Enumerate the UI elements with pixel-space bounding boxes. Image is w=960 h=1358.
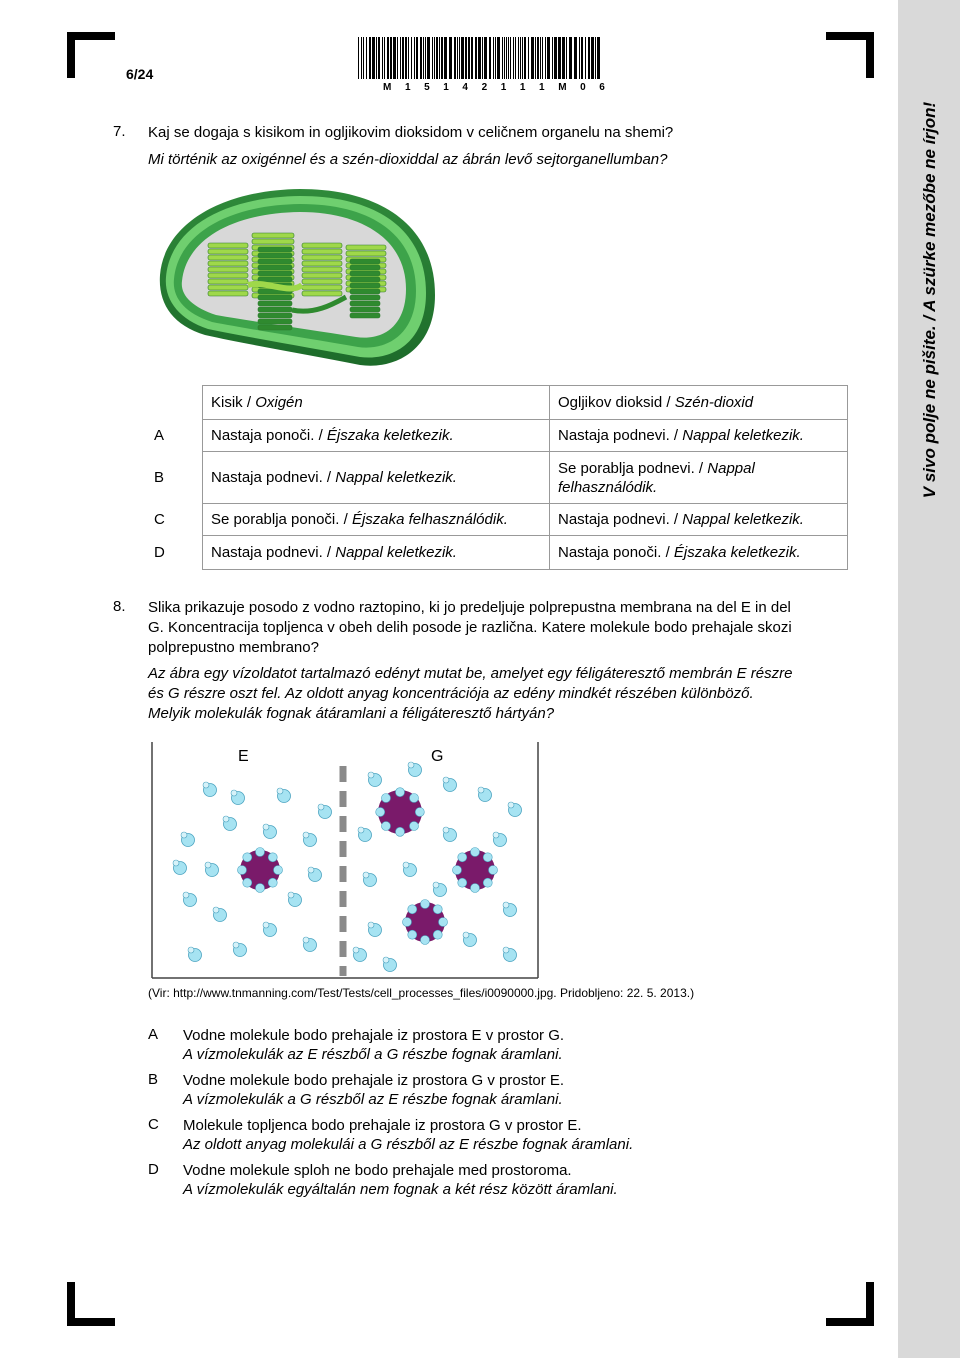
option-d-text-hu: A vízmolekulák egyáltalán nem fognak a két rész között áramlani. bbox=[183, 1181, 618, 1198]
figure-source: (Vir: http://www.tnmanning.com/Test/Tests/cell_processes_files/i0090000.jpg. Pridobljeno: 22. 5. 2013.) bbox=[148, 986, 695, 1000]
answer-row-c[interactable]: C Se porablja ponoči. / Éjszaka felhasználódik. Nastaja podnevi. / Nappal keletkezik. bbox=[148, 504, 848, 536]
question-8-text-sl-3: polprepustno membrano? bbox=[148, 639, 319, 656]
option-c-text-hu: Az oldott anyag molekulái a G részből az E részbe fognak áramlani. bbox=[183, 1136, 634, 1153]
crop-mark-top-right-v bbox=[866, 32, 874, 78]
barcode bbox=[358, 37, 602, 79]
margin-notice: V sivo polje ne pišite. / A szürke mezőbe ne írjon! bbox=[920, 101, 939, 499]
option-b-text-sl: Vodne molekule bodo prehajale iz prostora G v prostor E. bbox=[183, 1072, 565, 1089]
option-c-text-sl: Molekule topljenca bodo prehajale iz prostora G v prostor E. bbox=[183, 1117, 582, 1134]
question-7-text-hu: Mi történik az oxigénnel és a szén-dioxiddal az ábrán levő sejtorganellumban? bbox=[148, 151, 668, 168]
answer-table-7 bbox=[148, 385, 848, 570]
header-oxygen: Kisik / Oxigén bbox=[203, 386, 550, 420]
header-co2: Ogljikov dioksid / Szén-dioxid bbox=[550, 386, 848, 420]
question-8-text-hu-2: és G részre oszt fel. Az oldott anyag koncentrációja az edény mindkét részében különböző. bbox=[148, 685, 754, 702]
crop-mark-bottom-right-v bbox=[866, 1282, 874, 1326]
chloroplast-illustration bbox=[150, 185, 440, 375]
question-8-text-sl-2: G. Koncentracija topljenca v obeh delih posode je različna. Katere molekule bodo prehajale skozi bbox=[148, 619, 792, 636]
option-b-letter: B bbox=[148, 1071, 159, 1088]
compartment-g-label: G bbox=[431, 748, 444, 765]
answer-row-b[interactable]: B Nastaja podnevi. / Nappal keletkezik. Se porablja podnevi. / Nappal felhasználódik. bbox=[148, 452, 848, 504]
question-8-text-hu-1: Az ábra egy vízoldatot tartalmazó edényt mutat be, amelyet egy féligáteresztő membrán E részre bbox=[148, 665, 793, 682]
question-7-text-sl: Kaj se dogaja s kisikom in ogljikovim dioksidom v celičnem organelu na shemi? bbox=[148, 124, 674, 141]
question-8-text-sl-1: Slika prikazuje posodo z vodno raztopino, ki jo predeljuje polprepustna membrana na del E in del bbox=[148, 599, 791, 616]
question-7-number: 7. bbox=[113, 123, 126, 140]
question-8-text-hu-3: Melyik molekulák fognak átáramlani a féligáteresztő hártyán? bbox=[148, 705, 555, 722]
compartment-e-label: E bbox=[238, 748, 249, 765]
option-a-letter: A bbox=[148, 1026, 159, 1043]
crop-mark-top-left-v bbox=[67, 32, 75, 78]
option-c-letter: C bbox=[148, 1116, 159, 1133]
answer-row-a[interactable]: A Nastaja ponoči. / Éjszaka keletkezik. Nastaja podnevi. / Nappal keletkezik. bbox=[148, 420, 848, 452]
osmosis-figure bbox=[150, 740, 540, 980]
barcode-number: M 1 5 1 4 2 1 1 1 M 0 6 bbox=[383, 82, 605, 93]
question-8-number: 8. bbox=[113, 598, 126, 615]
option-b-text-hu: A vízmolekulák a G részből az E részbe fognak áramlani. bbox=[183, 1091, 563, 1108]
option-d-letter: D bbox=[148, 1161, 159, 1178]
option-a-text-hu: A vízmolekulák az E részből a G részbe fognak áramlani. bbox=[183, 1046, 563, 1063]
option-a-text-sl: Vodne molekule bodo prehajale iz prostora E v prostor G. bbox=[183, 1027, 565, 1044]
option-d-text-sl: Vodne molekule sploh ne bodo prehajale med prostoroma. bbox=[183, 1162, 572, 1179]
page-number: 6/24 bbox=[126, 66, 154, 82]
crop-mark-bottom-left-v bbox=[67, 1282, 75, 1326]
answer-row-d[interactable]: D Nastaja podnevi. / Nappal keletkezik. Nastaja ponoči. / Éjszaka keletkezik. bbox=[148, 536, 848, 570]
